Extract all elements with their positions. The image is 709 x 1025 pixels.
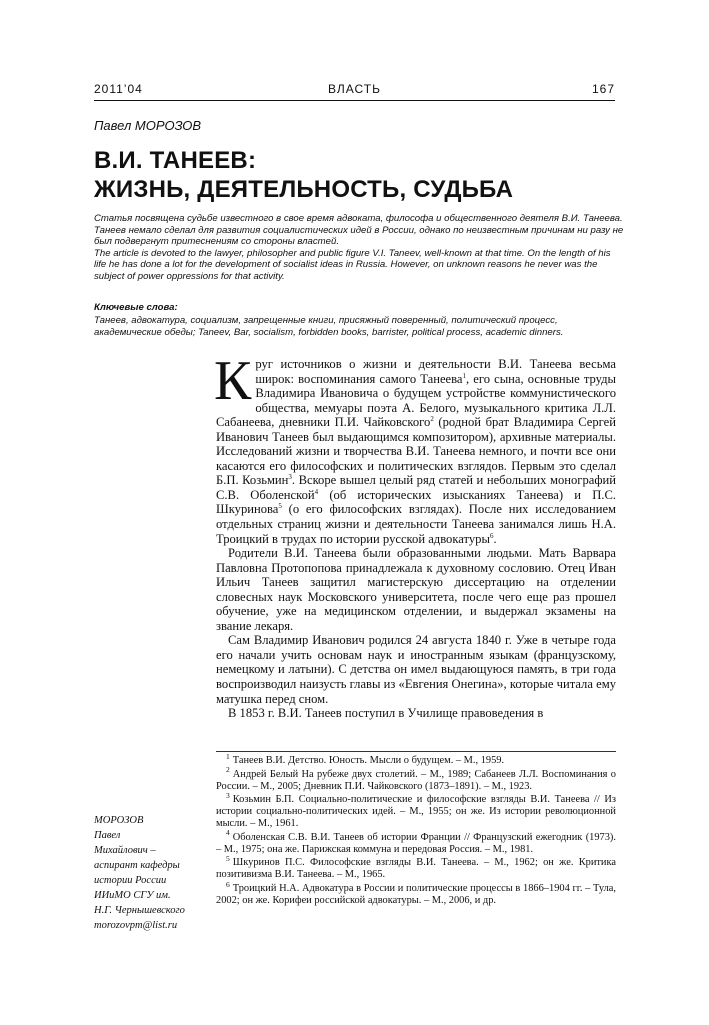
keywords-heading: Ключевые слова: — [94, 302, 178, 313]
footnote — [216, 853, 616, 881]
footnote-text: Оболенская С.В. В.И. Танеев об истории Франции // Французский ежегодник (1973). – М., 1975; она же. Парижская коммуна и передовая Россия. – М., 1981. — [216, 831, 616, 855]
title-line-1: В.И. ТАНЕЕВ: — [94, 147, 257, 174]
bio-email[interactable]: morozovpm@list.ru — [94, 920, 178, 931]
header-rule — [94, 100, 615, 101]
bio-line: ИИиМО СГУ им. — [94, 890, 171, 901]
body-paragraph-3: Сам Владимир Иванович родился 24 августа 1840 г. Уже в четыре года его начали учить основам наук и иностранным языкам (французскому, немецкому и латыни). С детства он имел выдающуюся память, в три года воспроизводил наизусть главы из «Евгения Онегина», которые читала ему матушка перед сном. — [216, 633, 616, 706]
drop-cap: К — [214, 350, 252, 412]
footnote-ref[interactable]: 3 — [288, 473, 292, 482]
bio-line: Михайлович – — [94, 845, 156, 856]
journal-name: ВЛАСТЬ — [328, 82, 381, 96]
bio-line: Н.Г. Чернышевского — [94, 905, 185, 916]
text-run: (об исторических изысканиях Танеева) и П.С. Шкуринова — [216, 487, 616, 517]
footnotes — [216, 751, 616, 909]
footnote-text: Андрей Белый На рубеже двух столетий. – М., 1989; Сабанеев Л.Л. Воспоминания о России. – М., 2005; Дневник П.И. Чайковского (1873–1891). – М., 1923. — [216, 768, 616, 792]
author-name: Павел МОРОЗОВ — [94, 118, 202, 133]
article-title — [94, 146, 513, 204]
text-run: . Вскоре вышел целый ряд статей и небольших монографий С.В. Оболенской — [216, 473, 616, 502]
running-header — [94, 82, 615, 98]
footnote — [216, 765, 616, 793]
footnote-number: 5 — [226, 853, 230, 863]
abstract — [94, 213, 624, 282]
body-paragraph-4: В 1853 г. В.И. Танеев поступил в Училище правоведения в — [228, 706, 544, 721]
text-run: руг источников о жизни и деятельности В.И. Танеева весьма широк: воспоминания самого Танеева — [255, 357, 616, 386]
footnote-number: 3 — [226, 790, 230, 800]
footnote-ref[interactable]: 5 — [278, 502, 282, 511]
footnote-text: Шкуринов П.С. Философские взгляды В.И. Танеева. – М., 1962; он же. Критика позитивизма В.И. Танеева. – М., 1965. — [216, 857, 616, 881]
issue-number: 2011’04 — [94, 82, 143, 96]
author-bio — [94, 813, 204, 933]
footnote-text: Козьмин Б.П. Социально-политические и философские взгляды В.И. Танеева // Из истории социально-политических идей. – М., 1955; он же. Из истории революционной мысли. – М., 1961. — [216, 794, 616, 829]
footnote-number: 1 — [226, 751, 230, 761]
text-run: (о его философских взглядах). После них исследованием отдельных страниц жизни и деятельности Танеева занимался лишь Н.А. Троицкий в трудах по истории русской адвокатуры — [216, 502, 616, 546]
footnote-rule — [216, 751, 616, 752]
text-run: (родной брат Владимира Сергей Иванович Танеев был выдающимся композитором), архивные материалы. Исследований жизни и творчества В.И. Танеева немного, и почти все они касаются его философских и политических взглядов. Первым это сделал Б.П. Козьмин — [216, 415, 616, 488]
keywords-text: Танеев, адвокатура, социализм, запрещенные книги, присяжный поверенный, политический процесс, академические обеды; Taneev, Bar, socialism, forbidden books, barrister, political process, academic dinners. — [94, 315, 564, 338]
footnote — [216, 879, 616, 907]
footnote — [216, 790, 616, 829]
footnote-text: Троицкий Н.А. Адвокатура в России и политические процессы в 1866–1904 гг. – Тула, 2002; он же. Корифеи российской адвокатуры. – М., 2006, и др. — [216, 882, 616, 906]
footnote-ref[interactable]: 2 — [430, 415, 434, 423]
bio-line: истории России — [94, 875, 167, 886]
text-run: , его сына, основные труды Владимира Ивановича о будущем устройстве коммунистического общества, мемуары поэта А. Белого, музыкального критика Л.Л. Сабанеева, дневники П.И. Чайковского — [216, 371, 616, 430]
footnote-ref[interactable]: 1 — [462, 371, 466, 380]
footnote-number: 4 — [226, 828, 230, 838]
footnote — [216, 828, 616, 856]
footnote-number: 6 — [226, 879, 230, 889]
abstract-en: The article is devoted to the lawyer, philosopher and public figure V.I. Taneev, well-known at that time. On the length of his life he has done a lot for the development of socialist ideas in Russia. However, on unknown reasons he never was the subject of power oppressions for that activity. — [94, 247, 611, 282]
bio-line: аспирант кафедры — [94, 860, 180, 871]
footnote — [216, 751, 616, 767]
text-run: . — [493, 531, 497, 546]
title-line-2: ЖИЗНЬ, ДЕЯТЕЛЬНОСТЬ, СУДЬБА — [94, 176, 514, 203]
abstract-ru: Статья посвящена судьбе известного в свое время адвоката, философа и общественного деятеля В.И. Танеева. Танеев немало сделал для развития социалистических идей в России, однако по неизвестным причинам ни разу не был подвергнут притеснениям со стороны властей. — [94, 213, 624, 247]
article-body — [214, 350, 616, 721]
footnote-ref[interactable]: 6 — [489, 531, 494, 540]
body-paragraph-2: Родители В.И. Танеева были образованными людьми. Мать Варвара Павловна Протопопова принадлежала к духовному сословию. Отец Иван Ильич Танеев защитил магистерскую диссертацию на отделении словесных наук Московского университета, после чего еще раз прошел обучение, уже на медицинском отделении, и выдержал экзамены на звание лекаря. — [216, 546, 616, 633]
body-paragraph-1 — [214, 350, 616, 546]
bio-line: Павел — [94, 830, 121, 841]
bio-surname: МОРОЗОВ — [94, 815, 144, 826]
page-number: 167 — [591, 82, 615, 96]
footnote-number: 2 — [226, 765, 230, 775]
footnote-ref[interactable]: 4 — [314, 487, 319, 496]
footnote-text: Танеев В.И. Детство. Юность. Мысли о будущем. – М., 1959. — [232, 755, 505, 766]
